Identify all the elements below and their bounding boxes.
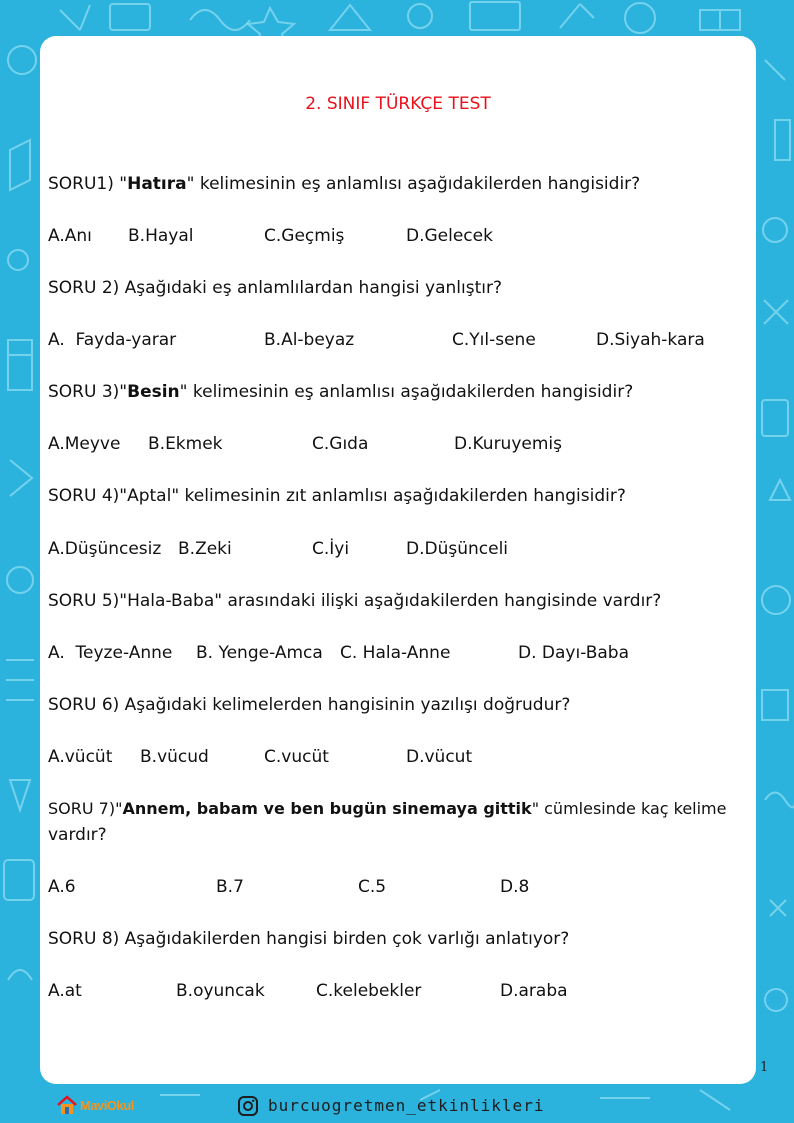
worksheet-paper: [40, 36, 756, 1084]
question-8-option-d: D.araba: [500, 981, 568, 1001]
question-2-option-a: A. Fayda-yarar: [48, 330, 177, 350]
question-1-option-d: D.Gelecek: [406, 226, 493, 246]
question-6-option-d: D.vücut: [406, 747, 473, 767]
question-6-option-b: B.vücud: [140, 747, 209, 767]
question-4: SORU 4)"Aptal" kelimesinin zıt anlamlısı aşağıdakilerden hangisidir?: [48, 486, 626, 506]
question-5: SORU 5)"Hala-Baba" arasındaki ilişki aşağıdakilerden hangisinde vardır?: [48, 591, 662, 611]
question-3: SORU 3)"Besin" kelimesinin eş anlamlısı aşağıdakilerden hangisidir?: [48, 382, 634, 402]
footer: [0, 1088, 794, 1123]
question-6: SORU 6) Aşağıdaki kelimelerden hangisinin yazılışı doğrudur?: [48, 695, 571, 715]
question-7-option-c: C.5: [358, 877, 387, 897]
page-number: 1: [760, 1060, 769, 1075]
logo-text-okul: Okul: [106, 1098, 134, 1113]
question-4-option-d: D.Düşünceli: [406, 539, 509, 559]
question-8-option-b: B.oyuncak: [176, 981, 265, 1001]
question-6-option-a: A.vücüt: [48, 747, 113, 767]
question-7: SORU 7)"Annem, babam ve ben bugün sinemaya gittik" cümlesinde kaç kelime: [48, 799, 727, 818]
question-3-option-b: B.Ekmek: [148, 434, 223, 454]
question-4-option-b: B.Zeki: [178, 539, 232, 559]
instagram-icon: [237, 1095, 259, 1117]
question-5-option-a: A. Teyze-Anne: [48, 643, 173, 663]
question-1-option-c: C.Geçmiş: [264, 226, 345, 246]
question-2: SORU 2) Aşağıdaki eş anlamlılardan hangisi yanlıştır?: [48, 278, 502, 298]
question-2-option-b: B.Al-beyaz: [264, 330, 355, 350]
house-icon: [56, 1094, 78, 1116]
question-3-option-c: C.Gıda: [312, 434, 369, 454]
logo-text-mavi: Mavi: [80, 1098, 107, 1113]
question-4-option-c: C.İyi: [312, 539, 350, 559]
question-6-option-c: C.vucüt: [264, 747, 329, 767]
question-3-option-d: D.Kuruyemiş: [454, 434, 562, 454]
question-7-option-a: A.6: [48, 877, 76, 897]
instagram-handle: burcuogretmen_etkinlikleri: [268, 1096, 545, 1115]
mavi-okul-logo: [56, 1094, 146, 1118]
question-4-option-a: A.Düşüncesiz: [48, 539, 162, 559]
question-7-continuation: vardır?: [48, 825, 107, 845]
question-1-option-a: A.Anı: [48, 226, 92, 246]
question-5-option-c: C. Hala-Anne: [340, 643, 451, 663]
question-5-option-d: D. Dayı-Baba: [518, 643, 630, 663]
question-7-option-d: D.8: [500, 877, 530, 897]
question-3-option-a: A.Meyve: [48, 434, 121, 454]
question-8-option-a: A.at: [48, 981, 82, 1001]
question-1: SORU1) "Hatıra" kelimesinin eş anlamlısı aşağıdakilerden hangisidir?: [48, 174, 641, 194]
question-7-option-b: B.7: [216, 877, 244, 897]
question-8: SORU 8) Aşağıdakilerden hangisi birden çok varlığı anlatıyor?: [48, 929, 570, 949]
question-8-option-c: C.kelebekler: [316, 981, 422, 1001]
question-1-option-b: B.Hayal: [128, 226, 194, 246]
question-2-option-d: D.Siyah-kara: [596, 330, 705, 350]
page-title: 2. SINIF TÜRKÇE TEST: [305, 94, 491, 114]
question-2-option-c: C.Yıl-sene: [452, 330, 536, 350]
question-5-option-b: B. Yenge-Amca: [196, 643, 323, 663]
